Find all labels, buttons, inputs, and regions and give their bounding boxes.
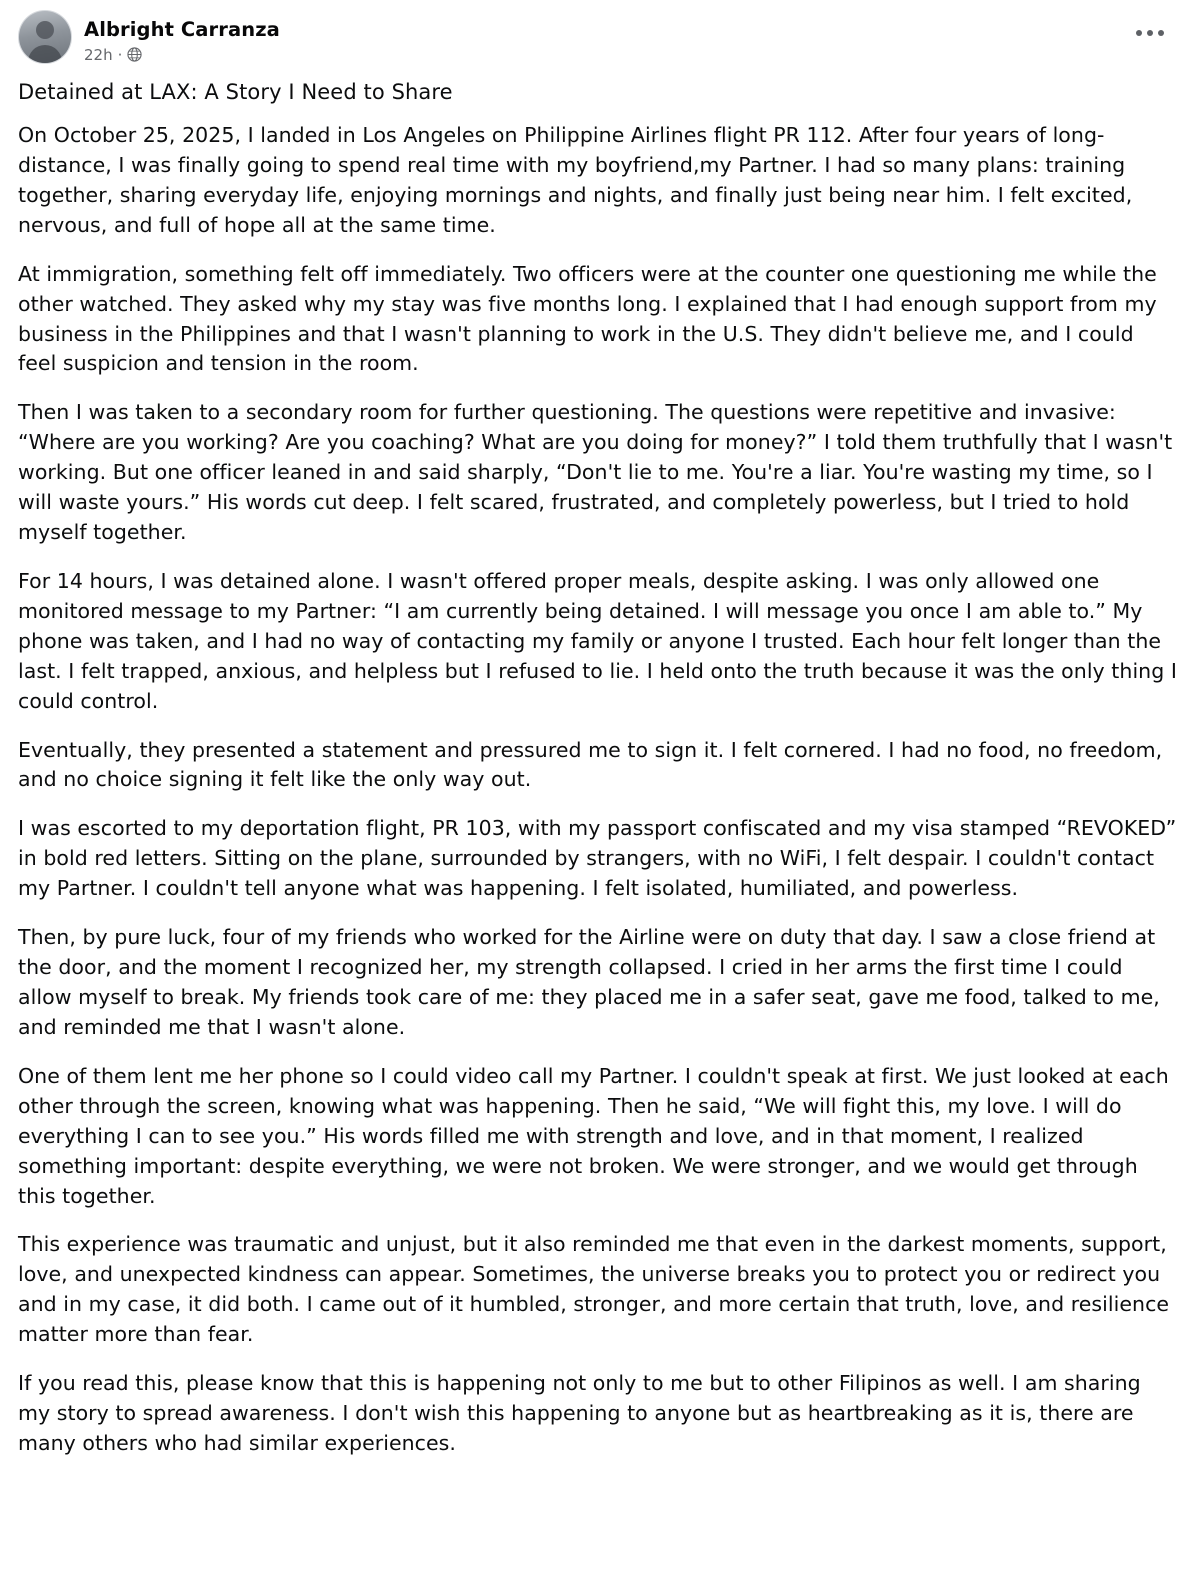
post-paragraph: This experience was traumatic and unjust, but it also reminded me that even in the darkest moments, support, love, and unexpected kindness can appear. Sometimes, the universe breaks you to protect you or redirect you and in my case, it did both. I came out of it humbled, stronger, and more certain that truth, love, and resilience matter more than fear. [18,1232,1170,1347]
avatar-head-shape [36,21,54,39]
post-meta [84,46,280,64]
post-header-text [84,10,280,68]
post-paragraph: Then, by pure luck, four of my friends who worked for the Airline were on duty that day. I saw a close friend at the door, and the moment I recognized her, my strength collapsed. I cried in her arms the first time I could allow myself to break. My friends took care of me: they placed me in a safer seat, gave me food, talked to me, and reminded me that I wasn't alone. [18,925,1160,1039]
post-paragraph: Then I was taken to a secondary room for further questioning. The questions were repetitive and invasive: “Where are you working? Are you coaching? What are you doing for money?” I told them truthfully that I wasn't working. But one officer leaned in and said sharply, “Don't lie to me. You're a liar. You're wasting my time, so I will waste yours.” His words cut deep. I felt scared, frustrated, and completely powerless, but I tried to hold myself together. [18,400,1173,545]
post-author-name[interactable]: Albright Carranza [84,18,280,42]
post-header [18,10,1178,74]
post-paragraph: For 14 hours, I was detained alone. I wasn't offered proper meals, despite asking. I was only allowed one monitored message to my Partner: “I am currently being detained. I will message you once I am able to.” My phone was taken, and I had no way of contacting my family or anyone I trusted. Each hour felt longer than the last. I felt trapped, anxious, and helpless but I refused to lie. I held onto the truth because it was the only thing I could control. [18,568,1177,713]
post-paragraph: On October 25, 2025, I landed in Los Angeles on Philippine Airlines flight PR 112. After four years of long-distance, I was finally going to spend real time with my boyfriend,my Partner. I had so many plans: training together, sharing everyday life, enjoying mornings and nights, and finally just being near him. I felt excited, nervous, and full of hope all at the same time. [18,122,1133,237]
post-paragraph: At immigration, something felt off immediately. Two officers were at the counter one questioning me while the other watched. They asked why my stay was five months long. I explained that I had enough support from my business in the Philippines and that I wasn't planning to work in the U.S. They didn't believe me, and I could feel suspicion and tension in the room. [18,261,1157,376]
post-timestamp[interactable]: 22h [84,45,113,64]
post-paragraph: I was escorted to my deportation flight, PR 103, with my passport confiscated and my visa stamped “REVOKED” in bold red letters. Sitting on the plane, surrounded by strangers, with no WiFi, I felt despair. I couldn't contact my Partner. I couldn't tell anyone what was happening. I felt isolated, humiliated, and powerless. [18,816,1177,901]
ellipsis-dot [1158,30,1164,36]
ellipsis-dot [1136,30,1142,36]
post-body [18,74,1178,1459]
meta-separator: · [117,45,123,64]
post-headline: Detained at LAX: A Story I Need to Share [18,80,453,104]
ellipsis-icon[interactable] [1132,22,1168,44]
post-paragraph: Eventually, they presented a statement and pressured me to sign it. I felt cornered. I had no food, no freedom, and no choice signing it felt like the only way out. [18,737,1163,792]
ellipsis-dot [1147,30,1153,36]
globe-icon[interactable] [127,47,142,62]
post-paragraph: One of them lent me her phone so I could video call my Partner. I couldn't speak at first. We just looked at each other through the screen, knowing what was happening. Then he said, “We will fight this, my love. I will do everything I can to see you.” His words filled me with strength and love, and in that moment, I realized something important: despite everything, we were not broken. We were stronger, and we would get through this together. [18,1063,1169,1208]
post-paragraph: If you read this, please know that this is happening not only to me but to other Filipinos as well. I am sharing my story to spread awareness. I don't wish this happening to anyone but as heartbreaking as it is, there are many others who had similar experiences. [18,1371,1141,1455]
avatar[interactable] [18,10,72,64]
